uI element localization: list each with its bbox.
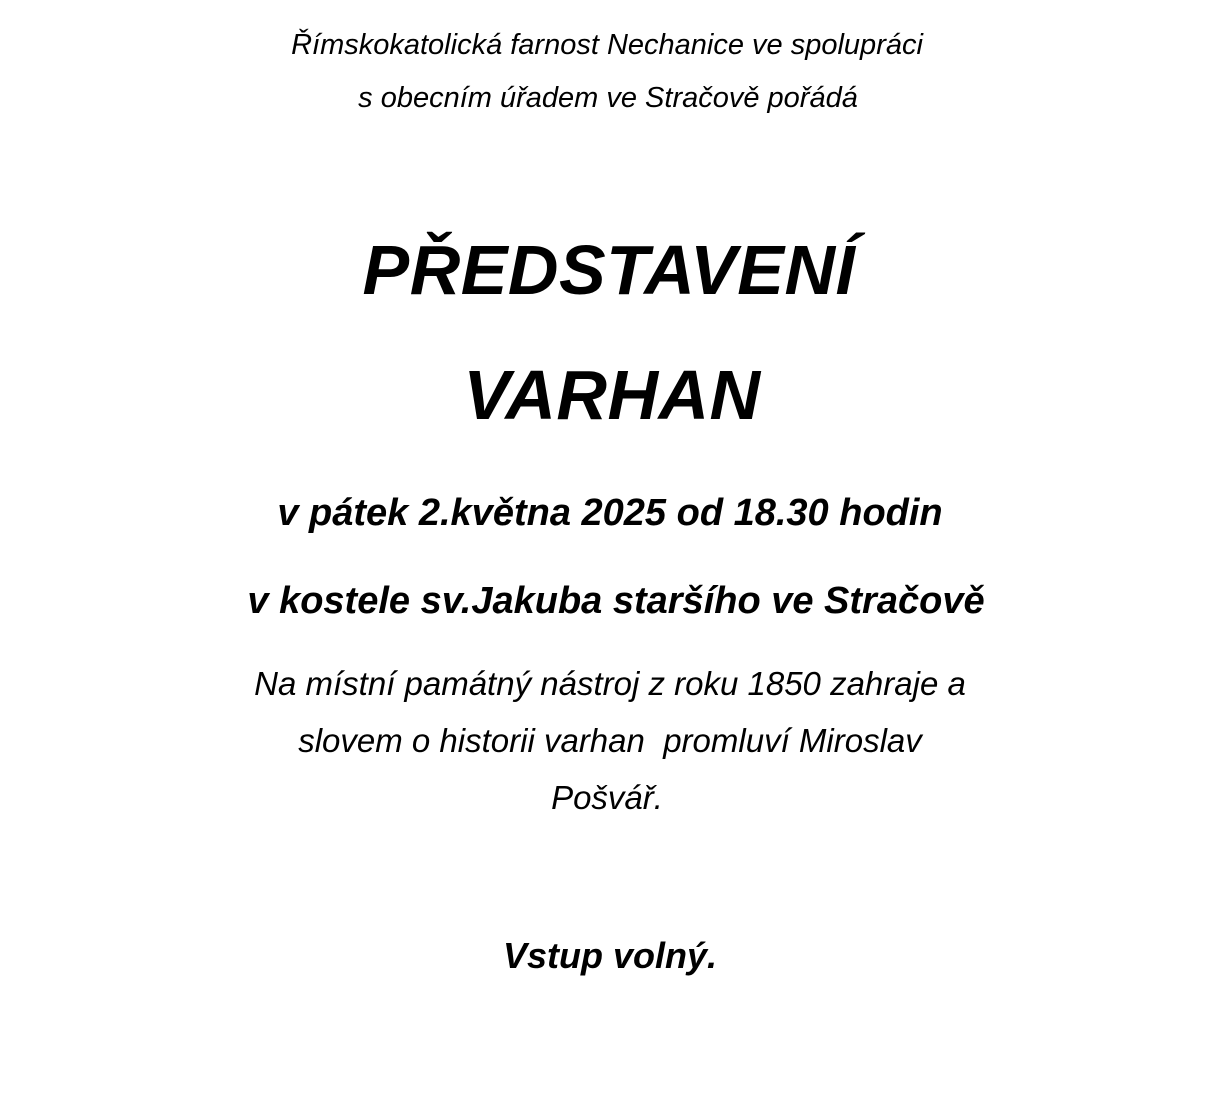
intro-line-1: Římskokatolická farnost Nechanice ve spolupráci — [291, 29, 923, 61]
event-location: v kostele sv.Jakuba staršího ve Stračově — [247, 580, 985, 622]
description-line-3: Pošvář. — [551, 779, 663, 816]
event-location-line — [6, 580, 1220, 623]
entry-note: Vstup volný. — [502, 935, 718, 976]
event-date-time: v pátek 2.května 2025 od 18.30 hodin — [277, 492, 943, 534]
title-line-1: PŘEDSTAVENÍ — [362, 231, 856, 309]
intro-line-2: s obecním úřadem ve Stračově pořádá — [358, 82, 858, 114]
description-line-1: Na místní památný nástroj z roku 1850 zahraje a — [254, 665, 966, 702]
description-line-2: slovem o historii varhan promluví Miroslav — [298, 722, 922, 759]
title-line-2: VARHAN — [463, 356, 761, 434]
